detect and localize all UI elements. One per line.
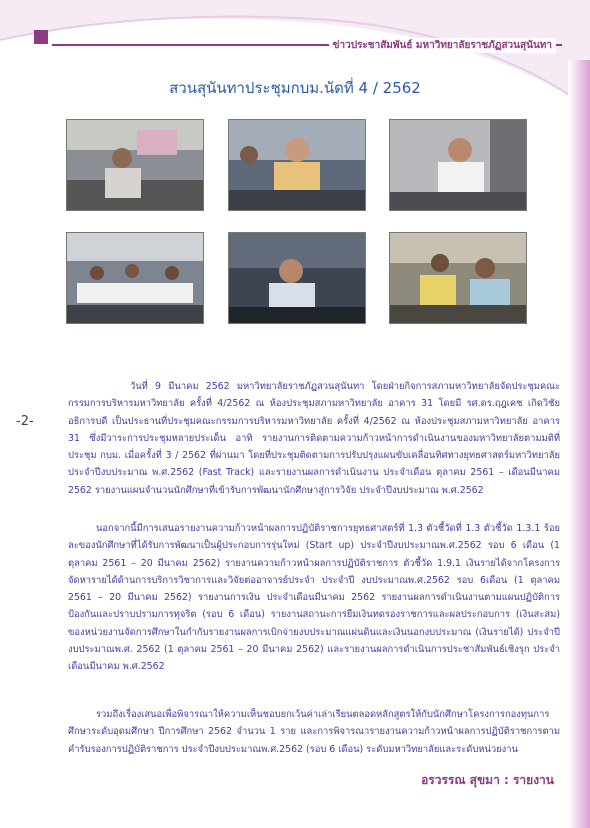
- meeting-photo-1: [66, 119, 204, 211]
- author-credit: อรวรรณ สุขมา : รายงาน: [421, 773, 554, 787]
- page-number: -2-: [16, 414, 34, 429]
- meeting-photo-2: [228, 119, 366, 211]
- meeting-photo-6: [389, 232, 527, 324]
- meeting-photo-5: [228, 232, 366, 324]
- page-title: สวนสุนันทาประชุมกบม.นัดที่ 4 / 2562: [169, 79, 421, 97]
- paragraph-3: [68, 706, 560, 758]
- corner-marker: [34, 30, 48, 44]
- meeting-photo-3: [389, 119, 527, 211]
- paragraph-1: [68, 378, 560, 499]
- newsletter-title: ข่าวประชาสัมพันธ์ มหาวิทยาลัยราชภัฏสวนสุนันทา: [329, 38, 556, 53]
- meeting-photo-4: [66, 232, 204, 324]
- paragraph-2-text: นอกจากนี้มีการเสนอรายงานความก้าวหน้าผลการปฏิบัติราชการยุทธศาสตร์ที่ 1.3 ตัวชี้วัดที่ 1.3 ตัวชี้วัด 1.3.1 ร้อยละของนักศึกษาที่ได้รับการพัฒนาเป็นผู้ประกอบการรุ่นใหม่ (Start up) ประจำปีงบประมาณพ.ศ.2562 รอบ 6 เดือน (1 ตุลาคม 2561 – 20 มีนาคม 2562) รายงานความก้าวหน้าผลการปฏิบัติราชการ ตัวชี้วัด 1.9.1 เงินรายได้จากโครงการจัดหารายได้ด้านการบริการวิชาการและวิจัยต่ออาจารย์ประจำ ประจำปี งบประมาณพ.ศ.2562 รอบ 6เดือน (1 ตุลาคม 2561 – 20 มีนาคม 2562) รายงานการเงิน ประจำเดือนมีนาคม 2562 รายงานผลการดำเนินงานตามแผนปฏิบัติการป้องกันและปราบปรามการทุจริต (รอบ 6 เดือน) รายงานสถานะการยืมเงินทดรองราชการและผลประกอบการ (เงินสะสม) ของหน่วยงานจัดการศึกษาในกำกับรายงานผลการเบิกจ่ายงบประมาณแผ่นดินและเงินนอกงบประมาณ (เงินรายได้) ประจำปี งบประมาณพ.ศ. 2562 (1 ตุลาคม 2561 – 20 มีนาคม 2562) และรายงานผลการดำเนินการประชาสัมพันธ์เชิงรุก ประจำเดือนมีนาคม พ.ศ.2562: [68, 523, 560, 673]
- right-border-decoration: [568, 60, 590, 828]
- paragraph-2: [68, 520, 560, 676]
- paragraph-3-text: รวมถึงเรื่องเสนอเพื่อพิจารณาให้ความเห็นชอบยกเว้นค่าเล่าเรียนตลอดหลักสูตรให้กับนักศึกษาโครงการกองทุนการศึกษาระดับอุดมศึกษา ปีการศึกษา 2562 จำนวน 1 ราย และการพิจารณารายงานความก้าวหน้าผลการปฏิบัติราชการตามคำรับรองการปฏิบัติราชการ ประจำปีงบประมาณพ.ศ.2562 (รอบ 6 เดือน) ระดับมหาวิทยาลัยและระดับหน่วยงาน: [68, 709, 560, 755]
- paragraph-1-text: วันที่ 9 มีนาคม 2562 มหาวิทยาลัยราชภัฏสวนสุนันทา โดยฝ่ายกิจการสภามหาวิทยาลัยจัดประชุมคณะกรรมการบริหารมหาวิทยาลัย ครั้งที่ 4/2562 ณ ห้องประชุมสภามหาวิทยาลัย อาคาร 31 โดยมี รศ.ดร.ฤฎเคช เกิดวิชัย อธิการบดี เป็นประธานที่ประชุมคณะกรรมการบริหารมหาวิทยาลัย ครั้งที่ 4/2562 ณ ห้องประชุมสภามหาวิทยาลัย อาคาร 31 ซึ่งมีวาระการประชุมหลายประเด็น อาทิ รายงานการติดตามความก้าวหน้าการดำเนินงานของมหาวิทยาลัยตามมติที่ประชุม กบม. เมื่อครั้งที่ 3 / 2562 ที่ผ่านมา โดยที่ประชุมติดตามการปรับปรุงแผนขับเคลื่อนทิศทางยุทธศาสตร์มหาวิทยาลัย ประจำปีงบประมาณ พ.ศ.2562 (Fast Track) และรายงานผลการดำเนินงาน ประจำเดือน ตุลาคม 2561 – เดือนมีนาคม 2562 รายงานแผนจำนวนนักศึกษาที่เข้ารับการพัฒนานักศึกษาสู่การวิจัย ประจำปีงบประมาณ พ.ศ.2562: [68, 381, 560, 496]
